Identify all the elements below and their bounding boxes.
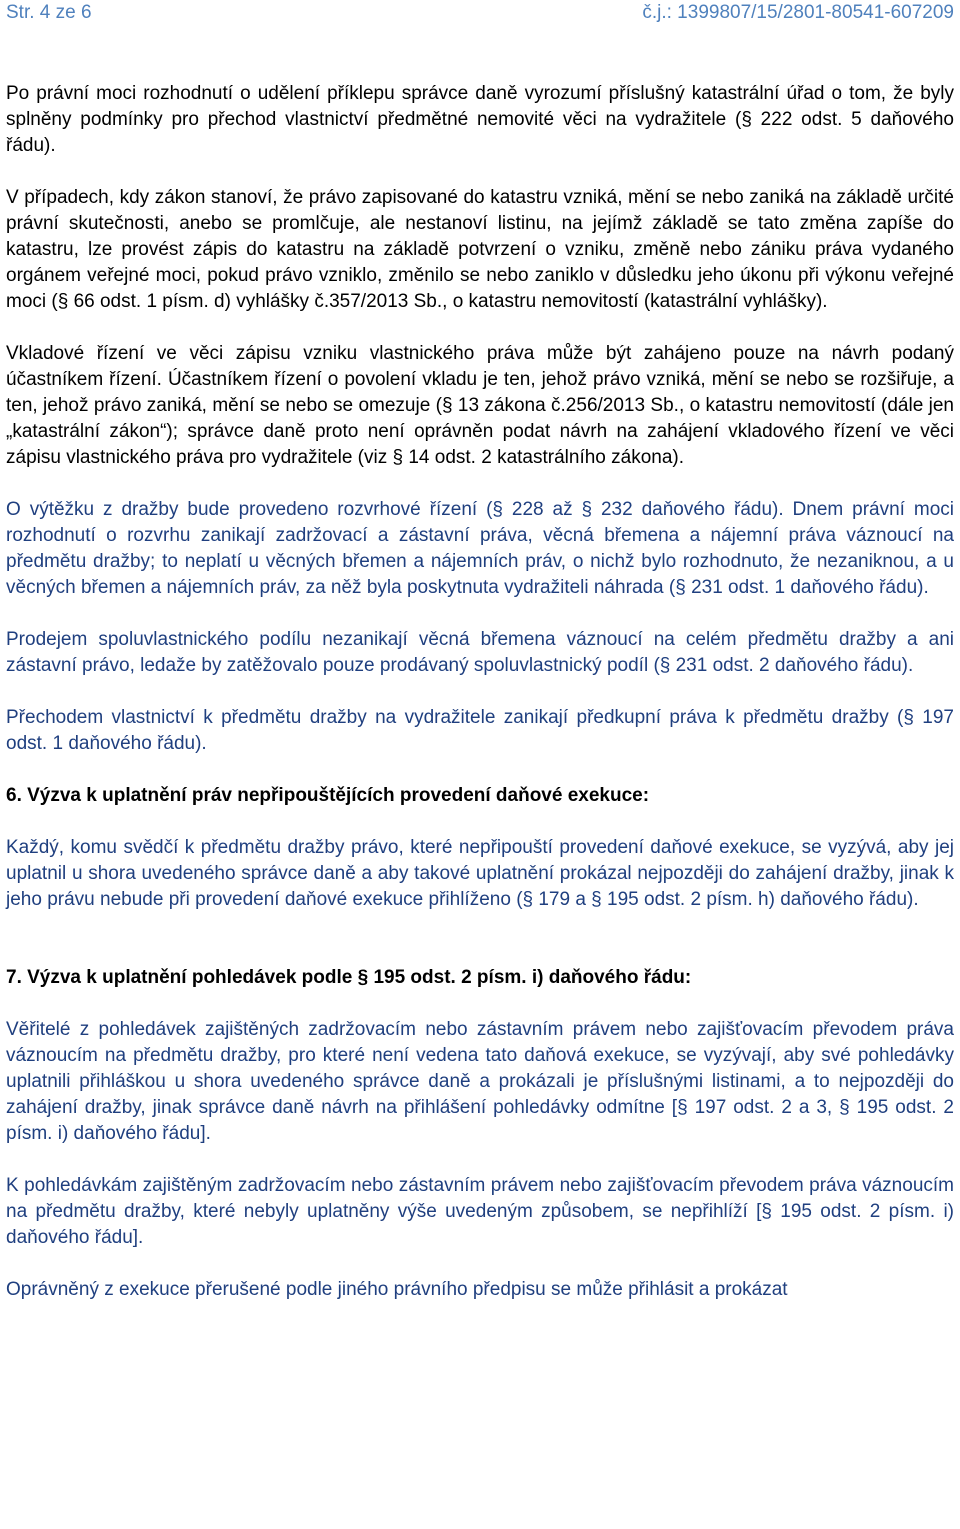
- paragraph-rights-claim: Každý, komu svědčí k předmětu dražby právo, které nepřipouští provedení daňové exekuce, se vyzývá, aby jej uplatnil u shora uvedeného správce daně a aby takové uplatnění prokázal nejpozději do zahájení dražby, jinak k jeho právu nebude při provedení daňové exekuce přihlíženo (§ 179 a § 195 odst. 2 písm. h) daňového řádu).: [6, 837, 954, 910]
- paragraph-interrupted-execution: Oprávněný z exekuce přerušené podle jiného právního předpisu se může přihlásit a prokázat: [6, 1279, 788, 1300]
- paragraph-auction-ownership-transfer: Po právní moci rozhodnutí o udělení příklepu správce daně vyrozumí příslušný katastrální úřad o tom, že byly splněny podmínky pro přechod vlastnictví předmětné nemovité věci na vydražitele (§ 222 odst. 5 daňového řádu).: [6, 83, 954, 156]
- paragraph-cadastre-entry: V případech, kdy zákon stanoví, že právo zapisované do katastru vzniká, mění se nebo zaniká na základě určité právní skutečnosti, anebo se promlčuje, ale nestanoví listinu, na jejímž základě se tato změna zapíše do katastru, lze provést zápis do katastru na základě potvrzení o vzniku, změně nebo zániku práva vydaného orgánem veřejné moci, pokud právo vzniklo, změnilo se nebo zaniklo v důsledku jeho úkonu při výkonu veřejné moci (§ 66 odst. 1 písm. d) vyhlášky č.357/2013 Sb., o katastru nemovitostí (katastrální vyhlášky).: [6, 187, 954, 312]
- paragraph-co-ownership-share: Prodejem spoluvlastnického podílu nezanikají věcná břemena váznoucí na celém předmětu dražby a ani zástavní právo, ledaže by zatěžovalo pouze prodávaný spoluvlastnický podíl (§ 231 odst. 2 daňového řádu).: [6, 629, 954, 676]
- paragraph-deposit-proceedings: Vkladové řízení ve věci zápisu vzniku vlastnického práva může být zahájeno pouze na návrh podaný účastníkem řízení. Účastníkem řízení o povolení vkladu je ten, jehož právo vzniká, mění se nebo se rozšiřuje, a ten, jehož právo zaniká, mění se nebo se omezuje (§ 13 zákona č.256/2013 Sb., o katastru nemovitostí (dále jen „katastrální zákon“); správce daně proto není oprávněn podat návrh na zahájení vkladového řízení ve věci zápisu vlastnického práva pro vydražitele (viz § 14 odst. 2 katastrálního zákona).: [6, 343, 954, 468]
- paragraph-pre-emption-rights: Přechodem vlastnictví k předmětu dražby na vydražitele zanikají předkupní práva k předmětu dražby (§ 197 odst. 1 daňového řádu).: [6, 707, 954, 754]
- section-heading-7: 7. Výzva k uplatnění pohledávek podle § 195 odst. 2 písm. i) daňového řádu:: [6, 967, 692, 988]
- section-heading-6: 6. Výzva k uplatnění práv nepřipouštějících provedení daňové exekuce:: [6, 785, 650, 806]
- paragraph-distribution-proceedings: O výtěžku z dražby bude provedeno rozvrhové řízení (§ 228 až § 232 daňového řádu). Dnem právní moci rozhodnutí o rozvrhu zanikají zadržovací a zástavní práva, věcná břemena a nájemní práva váznoucí na předmětu dražby; to neplatí u věcných břemen a nájemních práv, o nichž bylo rozhodnuto, že nezaniknou, a u věcných břemen a nájemních práv, za něž byla poskytnuta vydražiteli náhrada (§ 231 odst. 1 daňového řádu).: [6, 499, 954, 598]
- paragraph-unclaimed-receivables: K pohledávkám zajištěným zadržovacím nebo zástavním právem nebo zajišťovacím převodem práva váznoucím na předmětu dražby, které nebyly uplatněny výše uvedeným způsobem, se nepřihlíží [§ 195 odst. 2 písm. i) daňového řádu].: [6, 1175, 954, 1248]
- page-header: [6, 0, 954, 26]
- document-reference: č.j.: 1399807/15/2801-80541-607209: [642, 2, 954, 23]
- page-number: Str. 4 ze 6: [6, 2, 92, 23]
- paragraph-creditors-claims: Věřitelé z pohledávek zajištěných zadržovacím nebo zástavním právem nebo zajišťovacím převodem práva váznoucím na předmětu dražby, pro které není vedena tato daňová exekuce, se vyzývají, aby své pohledávky uplatnili přihláškou u shora uvedeného správce daně a prokázali je příslušnými listinami, a to nejpozději do zahájení dražby, jinak správce daně návrh na přihlášení pohledávky odmítne [§ 197 odst. 2 a 3, § 195 odst. 2 písm. i) daňového řádu].: [6, 1019, 954, 1144]
- document-body: [6, 81, 954, 1329]
